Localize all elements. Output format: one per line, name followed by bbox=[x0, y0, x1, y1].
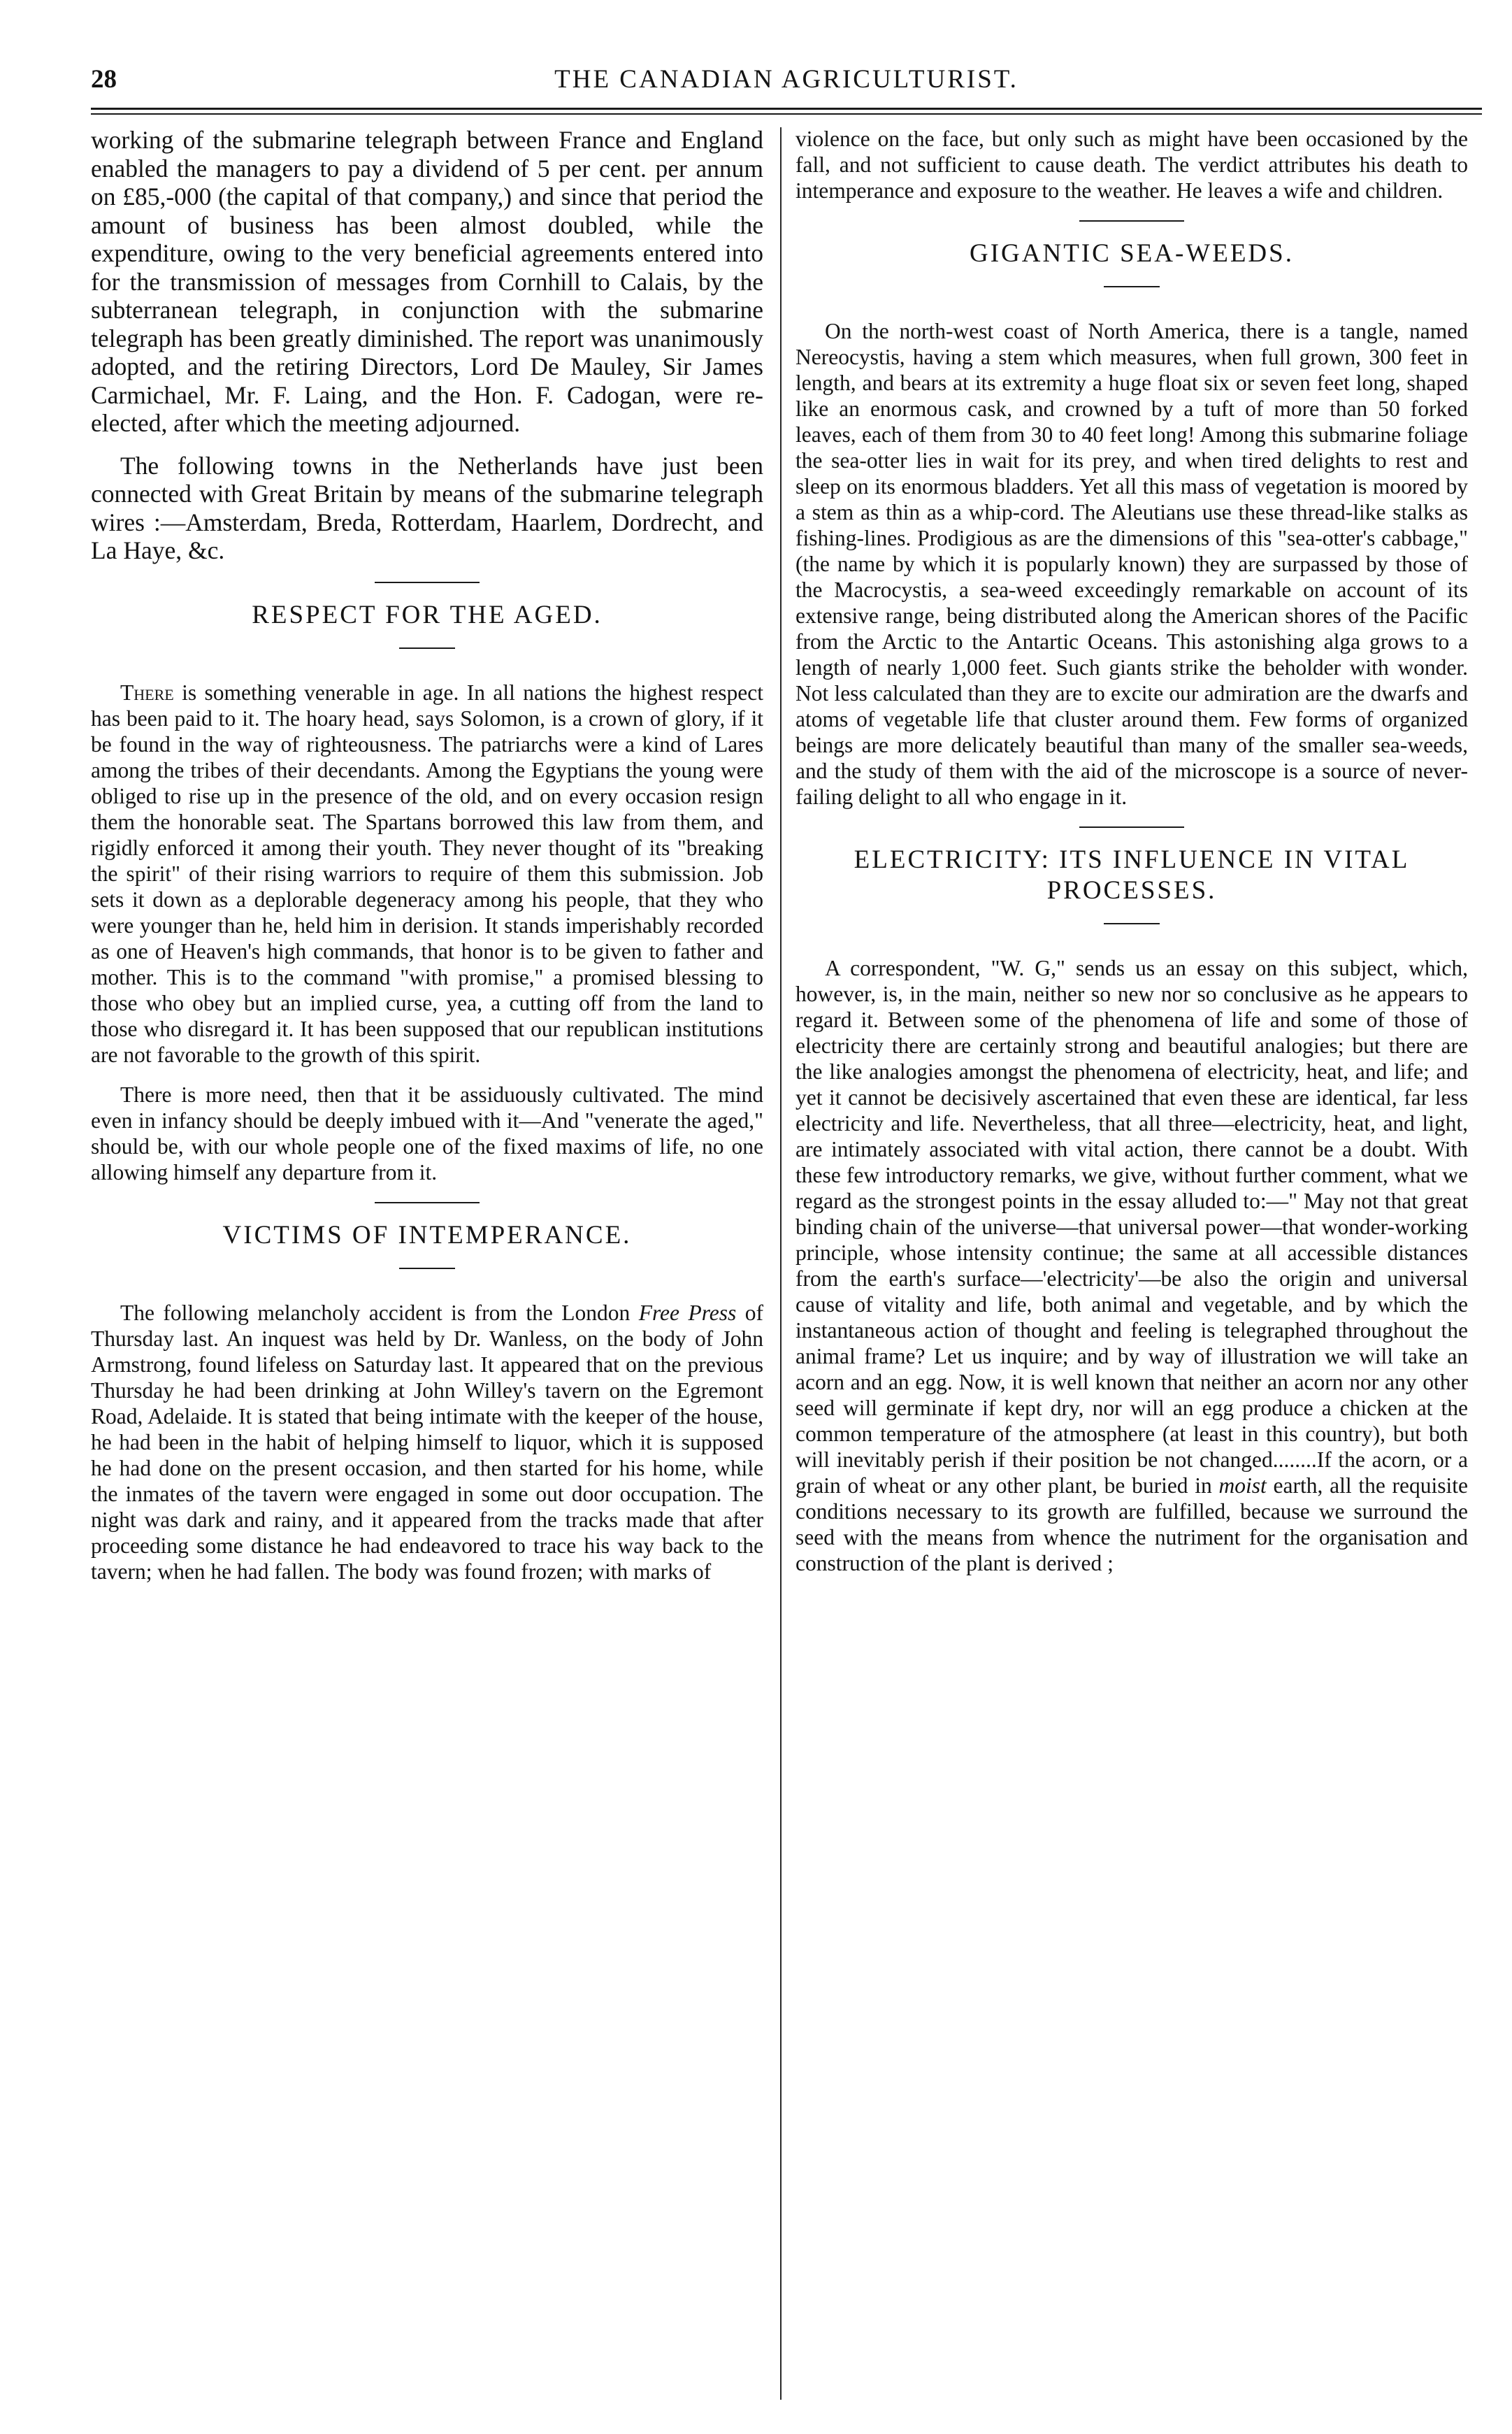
victims-heading: VICTIMS OF INTEMPERANCE. bbox=[222, 1220, 632, 1250]
drop-word: There bbox=[120, 680, 174, 705]
electricity-text-a: A correspondent, "W. G," sends us an essay on this subject, which, however, is, in the main, neither so new nor so conclusive as he appears to regard it. Between some of the phenomena of life and some of those of electricity there are certainly strong and beautiful analogies; but there are the like analogies amongst the phenomena of electricity, heat, and life; and yet it cannot be decisively ascertained that even these are identical, far less electricity and life. Nevertheless, that all three—electricity, heat, and light, are intimately associated with vital action, there cannot be a doubt. With these few introductory remarks, we give, without further comment, what we regard as the strongest points in the essay alluded to:—" May not that great binding chain of the universe—that universal power—that wonder-working principle, whose intensity continue; the same at all accessible distances from the earth's surface—'electricity'—be also the origin and universal cause of vitality and life, both animal and vegetable, and by which the instantaneous action of thought and feeling is telegraphed throughout the animal frame? Let us inquire; and by way of illustration we will take an acorn and an egg. Now, it is well known that neither an acorn nor any other seed will germinate if kept dry, nor will an egg produce a chicken at the common temperature of the atmosphere (at least in this country), but both will inevitably perish if their position be not changed........If the acorn, or a grain of wheat or any other plant, be buried in bbox=[795, 956, 1468, 1498]
page-header bbox=[91, 64, 1482, 109]
heading-rule bbox=[399, 1268, 455, 1269]
victims-italic: Free Press bbox=[638, 1300, 737, 1325]
electricity-italic: moist bbox=[1218, 1473, 1267, 1498]
respect-paragraph-2: There is more need, then that it be assiduously cultivated. The mind even in infancy should be deeply imbued with it—And "venerate the aged," should be, with our whole people one of the fixed maxims of life, no one allowing himself any departure from it. bbox=[91, 1082, 763, 1184]
telegraph-paragraph: working of the submarine telegraph between France and England enabled the managers to pay a dividend of 5 per cent. per annum on £85,-000 (the capital of that company,) and since that period the amount of business has been almost doubled, while the expenditure, owing to the very beneficial agreements entered into for the transmission of messages from Cornhill to Calais, by the subterranean telegraph, in conjunction with the submarine telegraph has been greatly diminished. The report was unanimously adopted, and the retiring Directors, Lord De Mauley, Sir James Carmichael, Mr. F. Laing, and the Hon. F. Cadogan, were re-elected, after which the meeting adjourned. bbox=[91, 126, 763, 437]
header-rule bbox=[91, 108, 1482, 110]
respect-paragraph-1 bbox=[91, 680, 763, 1068]
journal-title: THE CANADIAN AGRICULTURIST. bbox=[554, 65, 1018, 94]
netherlands-paragraph: The following towns in the Netherlands have just been connected with Great Britain by means of the submarine telegraph wires :—Amsterdam, Breda, Rotterdam, Haarlem, Dordrecht, and La Haye, &c. bbox=[91, 451, 763, 564]
page-number: 28 bbox=[91, 65, 117, 94]
left-column bbox=[91, 126, 763, 1598]
heading-rule bbox=[1104, 923, 1160, 924]
header-rule-thin bbox=[91, 113, 1482, 115]
electricity-heading: ELECTRICITY: ITS INFLUENCE IN VITAL PROCESSES. bbox=[854, 845, 1410, 905]
section-rule bbox=[1079, 826, 1184, 828]
victims-text-b: of Thursday last. An inquest was held by Dr. Wanless, on the body of John Armstrong, found lifeless on Saturday last. It appeared that on the previous Thursday he had been drinking at John Willey's tavern on the Egremont Road, Adelaide. It is stated that being intimate with the keeper of the house, he had been in the habit of helping himself to liquor, which it is supposed he had done on the present occasion, and then started for his home, while the inmates of the tavern were engaged in some out door occupation. The night was dark and rainy, and it appeared from the tracks made that after proceeding some distance he had endeavored to trace his way back to the tavern; when he had fallen. The body was found frozen; with marks of bbox=[91, 1300, 764, 1584]
seaweeds-heading: GIGANTIC SEA-WEEDS. bbox=[970, 239, 1294, 268]
electricity-paragraph bbox=[795, 955, 1468, 1576]
seaweeds-paragraph: On the north-west coast of North America, there is a tangle, named Nereocystis, having a stem which measures, when full grown, 300 feet in length, and bears at its extremity a huge float six or seven feet long, shaped like an enormous cask, and crowned by a tuft of more than 50 forked leaves, each of them from 30 to 40 feet long! Among this submarine foliage the sea-otter lies in wait for its prey, and when tired delights to rest and sleep on its enormous bladders. Yet all this mass of vegetation is moored by a stem as thin as a whip-cord. The Aleutians use these thread-like stalks as fishing-lines. Prodigious as are the dimensions of this "sea-otter's cabbage," (the name by which it is popularly known) they are surpassed by those of the Macrocystis, a sea-weed exceedingly remarkable on account of its extensive range, being distributed along the American shores of the Pacific from the Arctic to the Antartic Oceans. This astonishing alga grows to a length of nearly 1,000 feet. Such giants strike the beholder with wonder. Not less calculated than they are to excite our admiration are the dwarfs and atoms of vegetable life that cluster around them. Few forms of organized beings are more delicately beautiful than many of the smaller sea-weeds, and the study of them with the aid of the microscope is a source of never-failing delight to all who engage in it. bbox=[795, 319, 1468, 809]
column-divider bbox=[780, 127, 782, 2400]
victims-continued: violence on the face, but only such as might have been occasioned by the fall, and not sufficient to cause death. The verdict attributes his death to intemperance and exposure to the weather. He leaves a wife and children. bbox=[795, 127, 1468, 203]
heading-rule bbox=[399, 647, 455, 649]
section-rule bbox=[375, 582, 480, 583]
right-column bbox=[795, 126, 1468, 1590]
respect-body-1: is something venerable in age. In all nations the highest respect has been paid to it. The hoary head, says Solomon, is a crown of glory, if it be found in the way of righteousness. The patriarchs were a kind of Lares among the tribes of their decendants. Among the Egyptians the young were obliged to rise up in the presence of the old, and on every occasion resign them the honorable seat. The Spartans borrowed this law from them, and rigidly enforced it among their youth. They never thought of its "breaking the spirit" of their rising warriors to require of them this submission. Job sets it down as a deplorable degeneracy among his people, that they who were younger than he, held him in derision. It stands imperishably recorded as one of Heaven's high commands, that honor is to be given to father and mother. This is to the command "with promise," a promised blessing to those who obey but an implied curse, yea, a cutting off from the land to those who disregard it. It has been supposed that our republican institutions are not favorable to the growth of this spirit. bbox=[91, 680, 763, 1067]
section-rule bbox=[375, 1202, 480, 1203]
respect-heading: RESPECT FOR THE AGED. bbox=[252, 600, 603, 629]
section-rule bbox=[1079, 220, 1184, 222]
victims-text-a: The following melancholy accident is from the London bbox=[120, 1300, 639, 1325]
electricity-text-b: earth, all the requisite conditions necessary to its growth are fulfilled, because we surround the seed with the means from whence the nutriment for the organisation and construction of the plant is derived ; bbox=[795, 1473, 1468, 1575]
victims-paragraph bbox=[91, 1300, 763, 1584]
heading-rule bbox=[1104, 286, 1160, 287]
